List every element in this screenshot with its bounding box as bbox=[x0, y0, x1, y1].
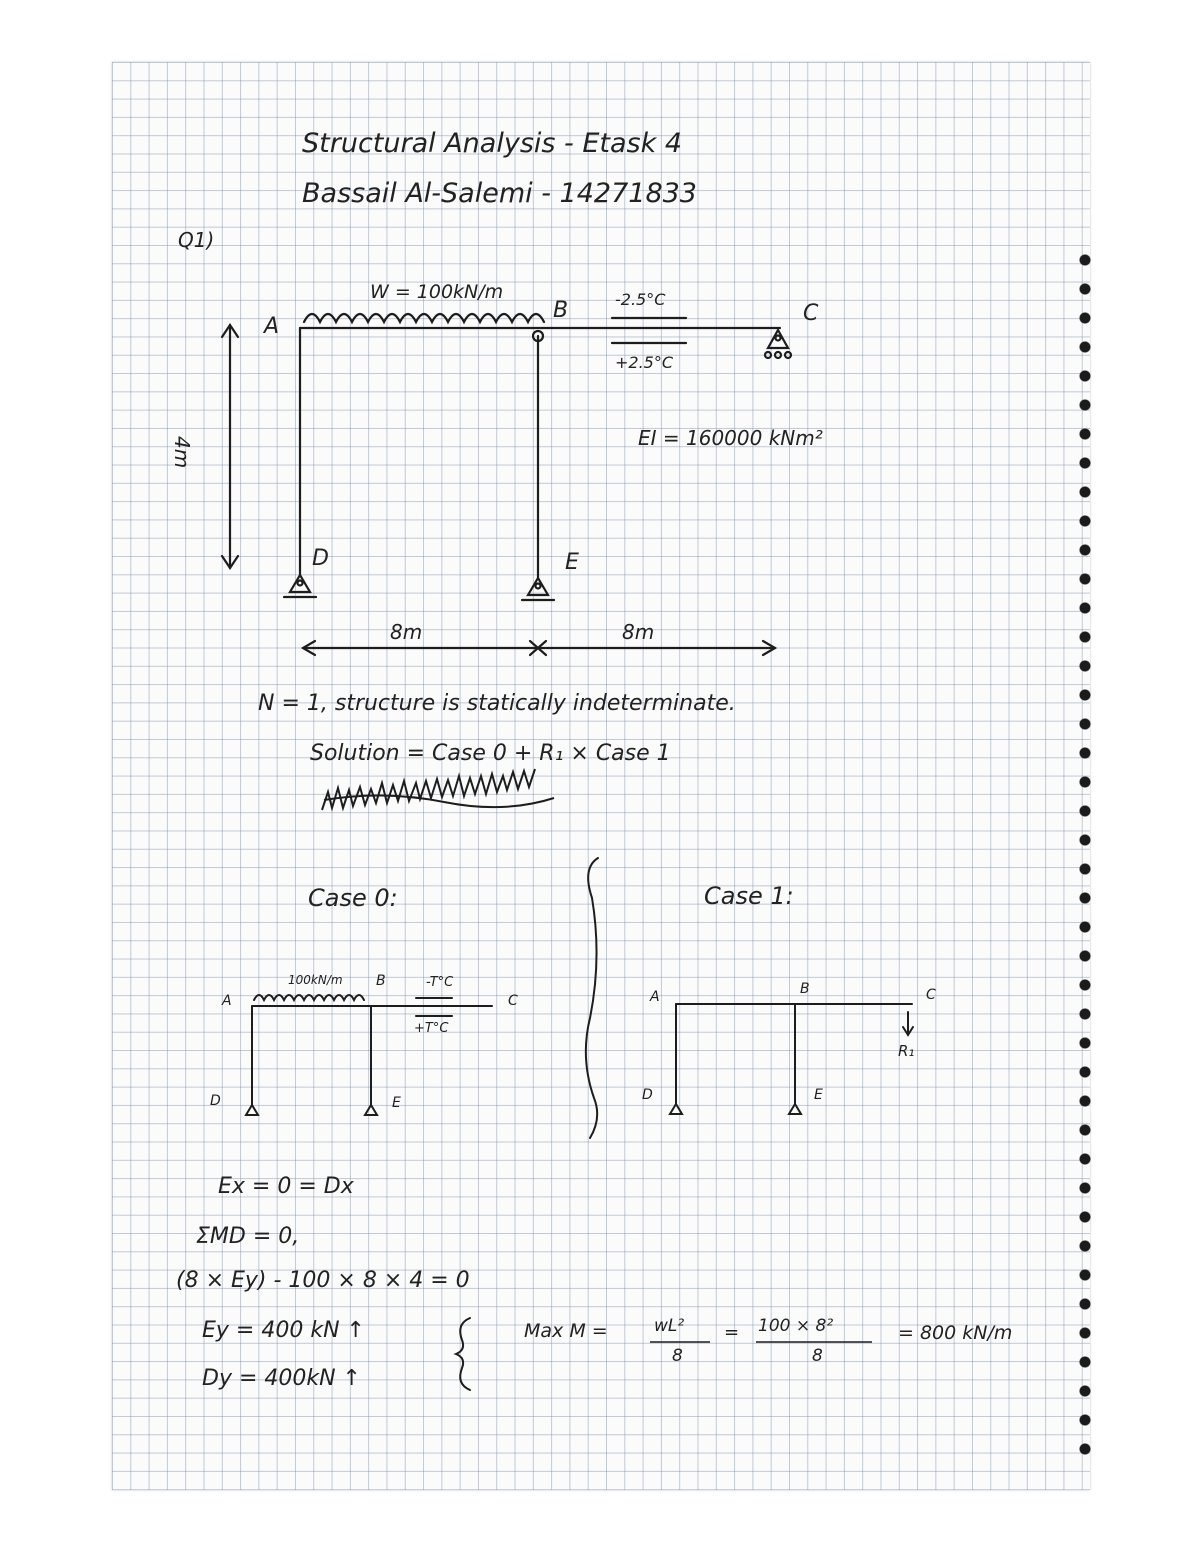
load-label: W = 100kN/m bbox=[370, 281, 504, 303]
temp-bottom-label: +2.5°C bbox=[615, 353, 674, 372]
case0-temp-bottom: +T°C bbox=[414, 1021, 449, 1036]
case0-node-a: A bbox=[222, 993, 232, 1009]
eq-sum-moments: ΣMD = 0, bbox=[196, 1224, 300, 1249]
case0-node-b: B bbox=[376, 973, 386, 989]
case1-node-d: D bbox=[642, 1087, 653, 1103]
case0-load-label: 100kN/m bbox=[288, 973, 343, 987]
question-label: Q1) bbox=[178, 228, 215, 252]
case1-node-b: B bbox=[800, 981, 810, 997]
max-moment-sub-num: 100 × 8² bbox=[758, 1316, 834, 1336]
max-moment-equals: = bbox=[724, 1322, 740, 1343]
case0-temp-top: -T°C bbox=[426, 975, 454, 990]
span-left-label: 8m bbox=[390, 620, 423, 644]
node-b-label: B bbox=[553, 298, 569, 323]
solution-statement: Solution = Case 0 + R₁ × Case 1 bbox=[310, 741, 671, 766]
eq-moment: (8 × Ey) - 100 × 8 × 4 = 0 bbox=[176, 1268, 470, 1293]
case1-reaction: R₁ bbox=[898, 1042, 915, 1060]
case0-node-e: E bbox=[392, 1095, 401, 1111]
max-moment-formula-den: 8 bbox=[672, 1346, 683, 1366]
node-c-label: C bbox=[803, 301, 819, 326]
case0-node-c: C bbox=[508, 993, 518, 1009]
indeterminacy-statement: N = 1, structure is statically indeterminate. bbox=[258, 691, 736, 716]
case1-node-e: E bbox=[814, 1087, 823, 1103]
eq-dy: Dy = 400kN ↑ bbox=[202, 1366, 361, 1391]
stiffness-label: EI = 160000 kNm² bbox=[638, 426, 823, 450]
case0-title: Case 0: bbox=[308, 884, 398, 912]
temp-top-label: -2.5°C bbox=[615, 290, 666, 309]
case1-title: Case 1: bbox=[704, 882, 794, 910]
max-moment-label: Max M = bbox=[524, 1320, 608, 1342]
span-right-label: 8m bbox=[622, 620, 655, 644]
case1-node-c: C bbox=[926, 987, 936, 1003]
node-a-label: A bbox=[264, 314, 280, 339]
eq-ey: Ey = 400 kN ↑ bbox=[202, 1318, 365, 1343]
max-moment-sub-den: 8 bbox=[812, 1346, 823, 1366]
page-title: Structural Analysis - Etask 4 bbox=[302, 128, 683, 159]
eq-ex: Ex = 0 = Dx bbox=[218, 1174, 354, 1199]
max-moment-result: = 800 kN/m bbox=[898, 1322, 1013, 1344]
node-d-label: D bbox=[312, 546, 329, 571]
max-moment-formula-num: wL² bbox=[654, 1316, 685, 1336]
height-label: 4m bbox=[170, 436, 194, 469]
author-line: Bassail Al-Salemi - 14271833 bbox=[302, 178, 697, 209]
case0-node-d: D bbox=[210, 1093, 221, 1109]
case1-node-a: A bbox=[650, 989, 660, 1005]
node-e-label: E bbox=[565, 550, 579, 575]
